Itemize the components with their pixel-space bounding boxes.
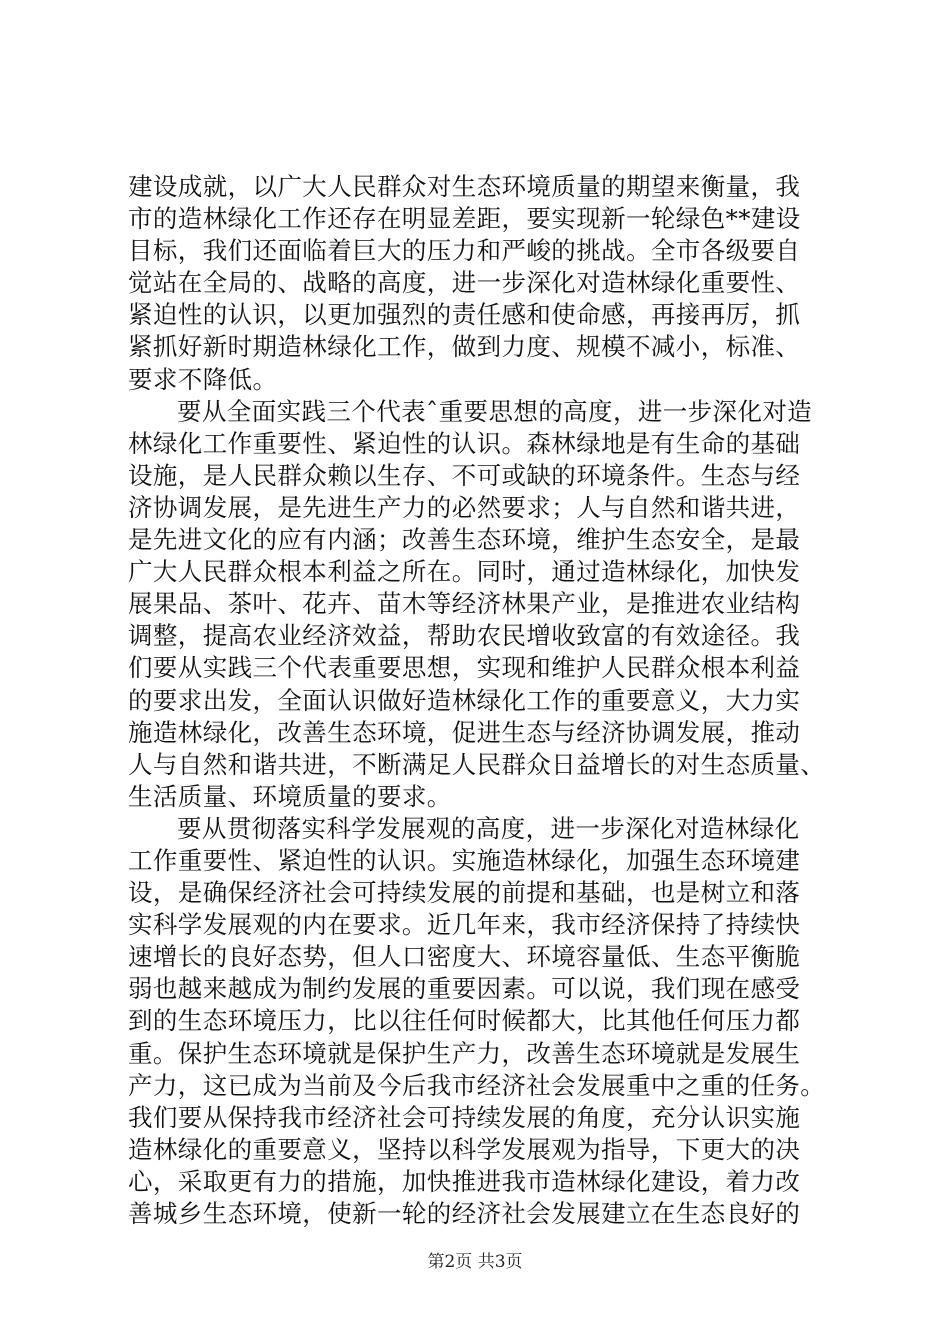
- text-line: 善城乡生态环境，使新一轮的经济社会发展建立在生态良好的: [128, 1199, 801, 1228]
- text-line: 紧抓好新时期造林绿化工作，做到力度、规模不减小，标准、: [128, 332, 801, 362]
- text-line: 重。保护生态环境就是保护生产力，改善生态环境就是发展生: [128, 1038, 801, 1068]
- text-line: 弱也越来越成为制约发展的重要因素。可以说，我们现在感受: [128, 974, 801, 1004]
- text-line: 林绿化工作重要性、紧迫性的认识。森林绿地是有生命的基础: [128, 428, 801, 458]
- text-line: 速增长的良好态势，但人口密度大、环境容量低、生态平衡脆: [128, 942, 801, 972]
- text-line: 心，采取更有力的措施，加快推进我市造林绿化建设，着力改: [128, 1166, 801, 1196]
- paragraph-start-line: 要从全面实践三个代表ˆ重要思想的高度，进一步深化对造: [177, 396, 813, 426]
- text-line: 我们要从保持我市经济社会可持续发展的角度，充分认识实施: [128, 1102, 801, 1132]
- text-line: 紧迫性的认识，以更加强烈的责任感和使命感，再接再厉，抓: [128, 300, 801, 330]
- text-line: 的要求出发，全面认识做好造林绿化工作的重要意义，大力实: [128, 685, 801, 715]
- text-line: 到的生态环境压力，比以往任何时候都大，比其他任何压力都: [128, 1006, 801, 1036]
- text-line: 施造林绿化，改善生态环境，促进生态与经济协调发展，推动: [128, 717, 801, 747]
- text-line: 要求不降低。: [128, 364, 278, 394]
- text-line: 调整，提高农业经济效益，帮助农民增收致富的有效途径。我: [128, 621, 801, 651]
- text-line: 工作重要性、紧迫性的认识。实施造林绿化，加强生态环境建: [128, 845, 801, 875]
- text-line: 觉站在全局的、战略的高度，进一步深化对造林绿化重要性、: [128, 268, 801, 298]
- text-line: 设，是确保经济社会可持续发展的前提和基础，也是树立和落: [128, 878, 801, 908]
- text-line: 人与自然和谐共进，不断满足人民群众日益增长的对生态质量、: [128, 749, 826, 779]
- text-line: 实科学发展观的内在要求。近几年来，我市经济保持了持续快: [128, 910, 801, 940]
- text-line: 市的造林绿化工作还存在明显差距，要实现新一轮绿色**建设: [128, 204, 801, 234]
- text-line: 产力，这已成为当前及今后我市经济社会发展重中之重的任务。: [128, 1070, 826, 1100]
- page-number-footer: 第2页 共3页: [427, 1252, 523, 1272]
- text-line: 生活质量、环境质量的要求。: [128, 781, 452, 811]
- text-line: 设施，是人民群众赖以生存、不可或缺的环境条件。生态与经: [128, 460, 801, 490]
- text-line: 是先进文化的应有内涵；改善生态环境，维护生态安全，是最: [128, 525, 801, 555]
- text-line: 济协调发展，是先进生产力的必然要求；人与自然和谐共进，: [128, 492, 801, 522]
- text-line: 广大人民群众根本利益之所在。同时，通过造林绿化，加快发: [128, 557, 801, 587]
- document-body: [128, 171, 848, 1230]
- paragraph-start-line: 要从贯彻落实科学发展观的高度，进一步深化对造林绿化: [177, 813, 800, 843]
- text-line: 展果品、茶叶、花卉、苗木等经济林果产业，是推进农业结构: [128, 589, 801, 619]
- text-line: 目标，我们还面临着巨大的压力和严峻的挑战。全市各级要自: [128, 236, 801, 266]
- text-line: 造林绿化的重要意义，坚持以科学发展观为指导，下更大的决: [128, 1134, 801, 1164]
- text-line: 们要从实践三个代表重要思想，实现和维护人民群众根本利益: [128, 653, 801, 683]
- text-line: 建设成就，以广大人民群众对生态环境质量的期望来衡量，我: [128, 172, 801, 201]
